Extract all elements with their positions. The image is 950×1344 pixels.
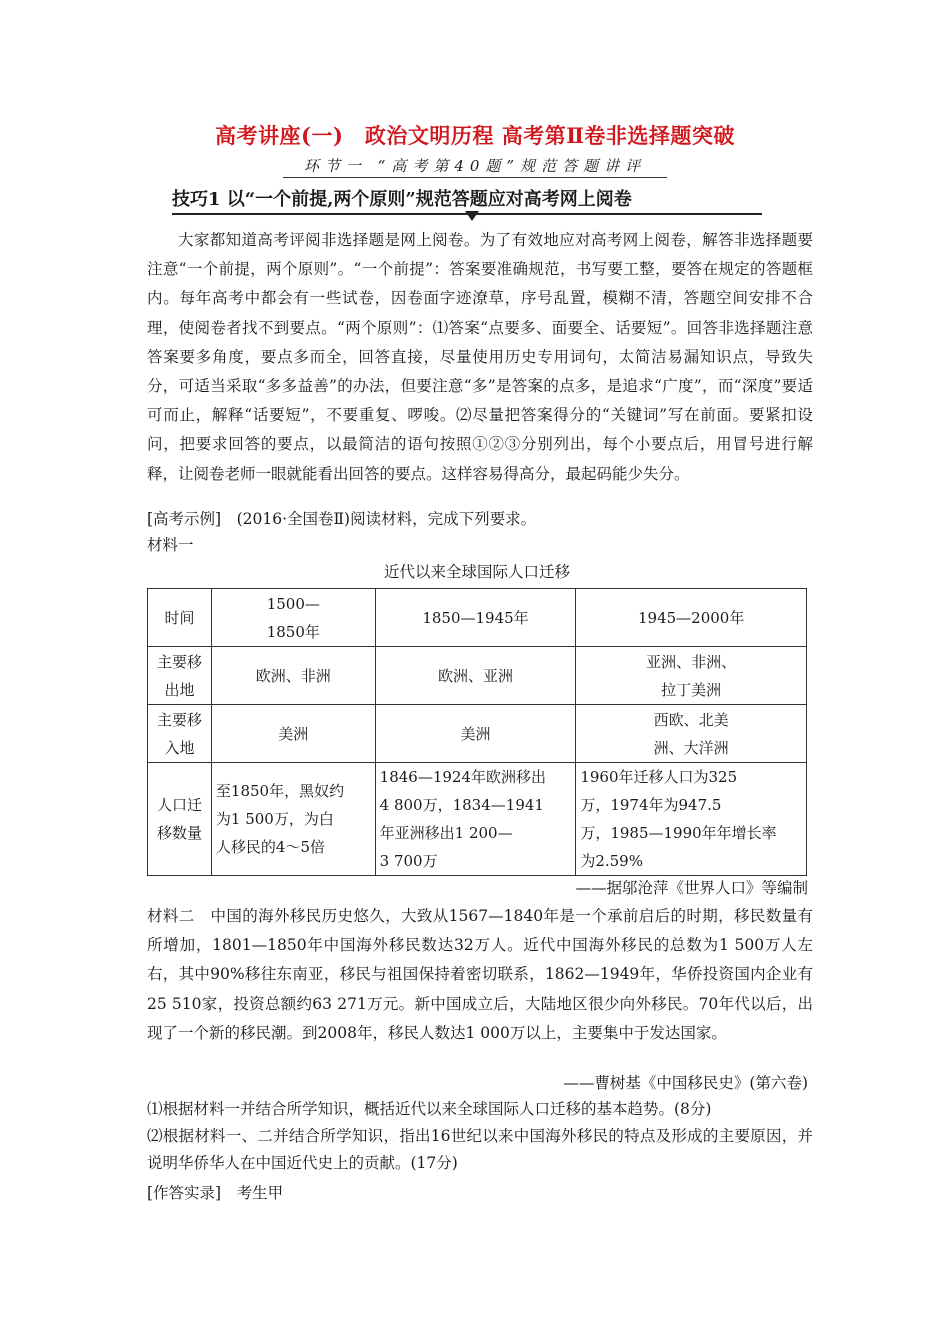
material-one-source: ——据邬沧萍《世界人口》等编制 [575,879,808,897]
migration-table [147,588,807,876]
skill-heading: 技巧1 以“一个前提,两个原则”规范答题应对高考网上阅卷 [172,185,762,215]
table-row [148,705,807,763]
table-cell: 欧洲、非洲 [211,647,375,705]
table-row [148,763,807,876]
table-cell: 美洲 [375,705,576,763]
table-cell: 亚洲、非洲、 拉丁美洲 [576,647,807,705]
material-two-source: ——曹树基《中国移民史》(第六卷) [563,1074,808,1092]
table-cell: 1850—1945年 [375,589,576,647]
table-cell: 主要移 出地 [148,647,212,705]
intro-paragraph: 大家都知道高考评阅非选择题是网上阅卷。为了有效地应对高考网上阅卷，解答非选择题要注意“一个前提，两个原则”。“一个前提”：答案要准确规范，书写要工整，要答在规定的答题框内。每年高考中都会有一些试卷，因卷面字迹潦草，序号乱置，模糊不清，答题空间安排不合理，使阅卷者找不到要点。“两个原则”：⑴答案“点要多、面要全、话要短”。回答非选择题注意答案要多角度，要点多而全，回答直接，尽量使用历史专用词句，太简洁易漏知识点，导致失分，可适当采取“多多益善”的办法，但要注意“多”是答案的点多，是追求“广度”，而“深度”要适可而止，解释“话要短”，不要重复、啰唆。⑵尽量把答案得分的“关键词”写在前面。要紧扣设问，把要求回答的要点，以最简洁的语句按照①②③分别列出，每个小要点后，用冒号进行解释，让阅卷老师一眼就能看出回答的要点。这样容易得高分，最起码能少失分。 [147,231,813,483]
table-cell: 1960年迁移人口为325 万，1974年为947.5 万，1985—1990年年增长率 为2.59% [576,763,807,876]
table-cell: 西欧、北美 洲、大洋洲 [576,705,807,763]
table-row [148,647,807,705]
table-cell: 至1850年，黑奴约 为1 500万，为白 人移民的4～5倍 [211,763,375,876]
table-caption: 近代以来全球国际人口迁移 [383,563,570,581]
exam-example-line: [高考示例] (2016·全国卷Ⅱ)阅读材料，完成下列要求。 [147,510,537,528]
down-triangle-icon [465,211,479,221]
table-row [148,589,807,647]
table-cell: 1945—2000年 [576,589,807,647]
material-one-label: 材料一 [147,536,194,554]
table-cell: 人口迁 移数量 [148,763,212,876]
table-cell: 1500— 1850年 [211,589,375,647]
table-cell: 欧洲、亚洲 [375,647,576,705]
table-cell: 美洲 [211,705,375,763]
section-subtitle: 环节一 “高考第40题”规范答题讲评 [283,155,667,178]
answer-record-label: [作答实录] 考生甲 [147,1184,284,1202]
table-cell: 时间 [148,589,212,647]
question-one: ⑴根据材料一并结合所学知识，概括近代以来全球国际人口迁移的基本趋势。(8分) [147,1100,712,1118]
material-two-paragraph: 材料二 中国的海外移民历史悠久，大致从1567—1840年是一个承前启后的时期，移民数量有所增加，1801—1850年中国海外移民数达32万人。近代中国海外移民的总数为1 500万人左右，其中90%移往东南亚，移民与祖国保持着密切联系，1862—1949年，华侨投资国内企业有25 510家，投资总额约63 271万元。新中国成立后，大陆地区很少向外移民。70年代以后，出现了一个新的移民潮。到2008年，移民人数达1 000万以上，主要集中于发达国家。 [147,907,813,1042]
lecture-title: 高考讲座(一) 政治文明历程 高考第Ⅱ卷非选择题突破 [215,123,735,148]
table-cell: 主要移 入地 [148,705,212,763]
table-cell: 1846—1924年欧洲移出 4 800万，1834—1941 年亚洲移出1 200— 3 700万 [375,763,576,876]
question-two: ⑵根据材料一、二并结合所学知识，指出16世纪以来中国海外移民的特点及形成的主要原因，并说明华侨华人在中国近代史上的贡献。(17分) [147,1127,813,1172]
